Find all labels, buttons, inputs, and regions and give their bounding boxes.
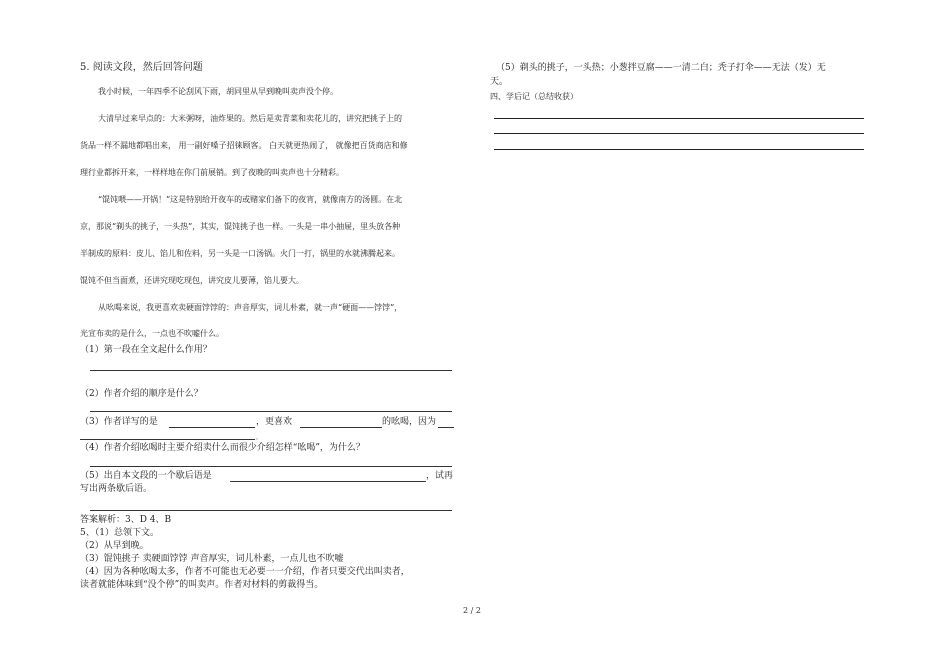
q3-dot: 。 [256,435,262,441]
question-4: （4）作者介绍吆喝时主要介绍卖什么而很少介绍怎样“吆喝”，为什么？ [80,443,365,453]
question-1: （1）第一段在全文起什么作用？ [80,345,212,355]
section-4-heading: 四、学后记（总结收获） [490,92,578,101]
answer-line-5[interactable] [90,510,452,511]
passage-heading: 5. 阅读文段，然后回答问题 [80,62,203,73]
question-3-part-c: 的吆喝，因为 [382,417,437,427]
question-5-part-a: （5）出自本文段的一个歇后语是 [80,471,212,481]
passage-line: 货品一样不漏地都唱出来， 用一副好嗓子招徕顾客。 白天就更热闹了， 就像把百货商店和修 [80,141,408,150]
reflection-line-1[interactable] [494,118,864,119]
q3-blank-3-cont[interactable] [80,439,255,440]
answer-5-4-line-1: （4）因为各种吆喝太多，作者不可能也无必要一一介绍，作者只要交代出叫卖者， [80,567,410,577]
page-number: 2 / 2 [463,606,481,615]
passage-line: 馄饨不但当面煮，还讲究现吃现包，讲究皮儿要薄，馅儿要大。 [80,276,304,285]
right-answer-5-line-2: 天。 [490,77,509,87]
passage-line: 从吆喝来说，我更喜欢卖硬面饽饽的：声音厚实，词儿朴素，就一声“硬面——饽饽”， [98,303,403,312]
q3-blank-3[interactable] [438,427,454,428]
question-2: （2）作者介绍的顺序是什么？ [80,389,203,399]
answer-line-1[interactable] [90,370,452,371]
question-5-part-c: 写出两条歇后语。 [80,484,153,494]
question-5-part-b: ，试再 [426,471,454,481]
question-3-part-a: （3）作者详写的是 [80,417,158,427]
answer-5-1: 5、（1）总领下文。 [80,528,159,538]
passage-line: 大清早过来早点的：大米粥呀，油炸果的。然后是卖青菜和卖花儿的，讲究把挑子上的 [98,114,402,123]
answer-5-2: （2）从早到晚。 [80,541,149,551]
q3-blank-1[interactable] [169,427,255,428]
answer-5-3: （3）馄饨挑子 卖硬面饽饽 声音厚实，词儿朴素，一点儿也不吹嘘 [80,554,344,564]
reflection-line-2[interactable] [494,133,864,134]
passage-line: 理行业都拆开来，一样样地在你门前展销。到了夜晚的叫卖声也十分精彩。 [80,168,344,177]
passage-line: 半制成的原料：皮儿、馅儿和佐料，另一头是一口汤锅。火门一打，锅里的水就沸腾起来。 [80,249,400,258]
right-answer-5-line-1: （5）剃头的挑子，一头热；小葱拌豆腐——一清二白；秃子打伞——无法（发）无 [496,63,826,73]
passage-line: “馄饨喂——开锅！”这是特别给开夜车的或赌家们备下的夜宵，就像南方的汤圆。在北 [98,195,403,204]
passage-line: 光宣布卖的是什么，一点也不吹嘘什么。 [80,329,224,338]
answer-line-2[interactable] [90,411,452,412]
passage-line: 京，那说“剃头的挑子，一头热”，其实，馄饨挑子也一样。一头是一串小抽屉，里头放各种 [80,222,401,231]
passage-line: 我小时候，一年四季不论刮风下雨，胡同里从早到晚叫卖声没个停。 [98,87,338,96]
q3-blank-2[interactable] [300,427,382,428]
reflection-line-3[interactable] [494,149,864,150]
answer-line-4[interactable] [90,466,452,467]
question-3-part-b: ，更喜欢 [256,417,293,427]
answer-header: 答案解析：3、D 4、B [80,515,172,525]
answer-5-4-line-2: 读者就能体味到“没个停”的叫卖声。作者对材料的剪裁得当。 [80,580,324,590]
q5-blank[interactable] [230,481,426,482]
